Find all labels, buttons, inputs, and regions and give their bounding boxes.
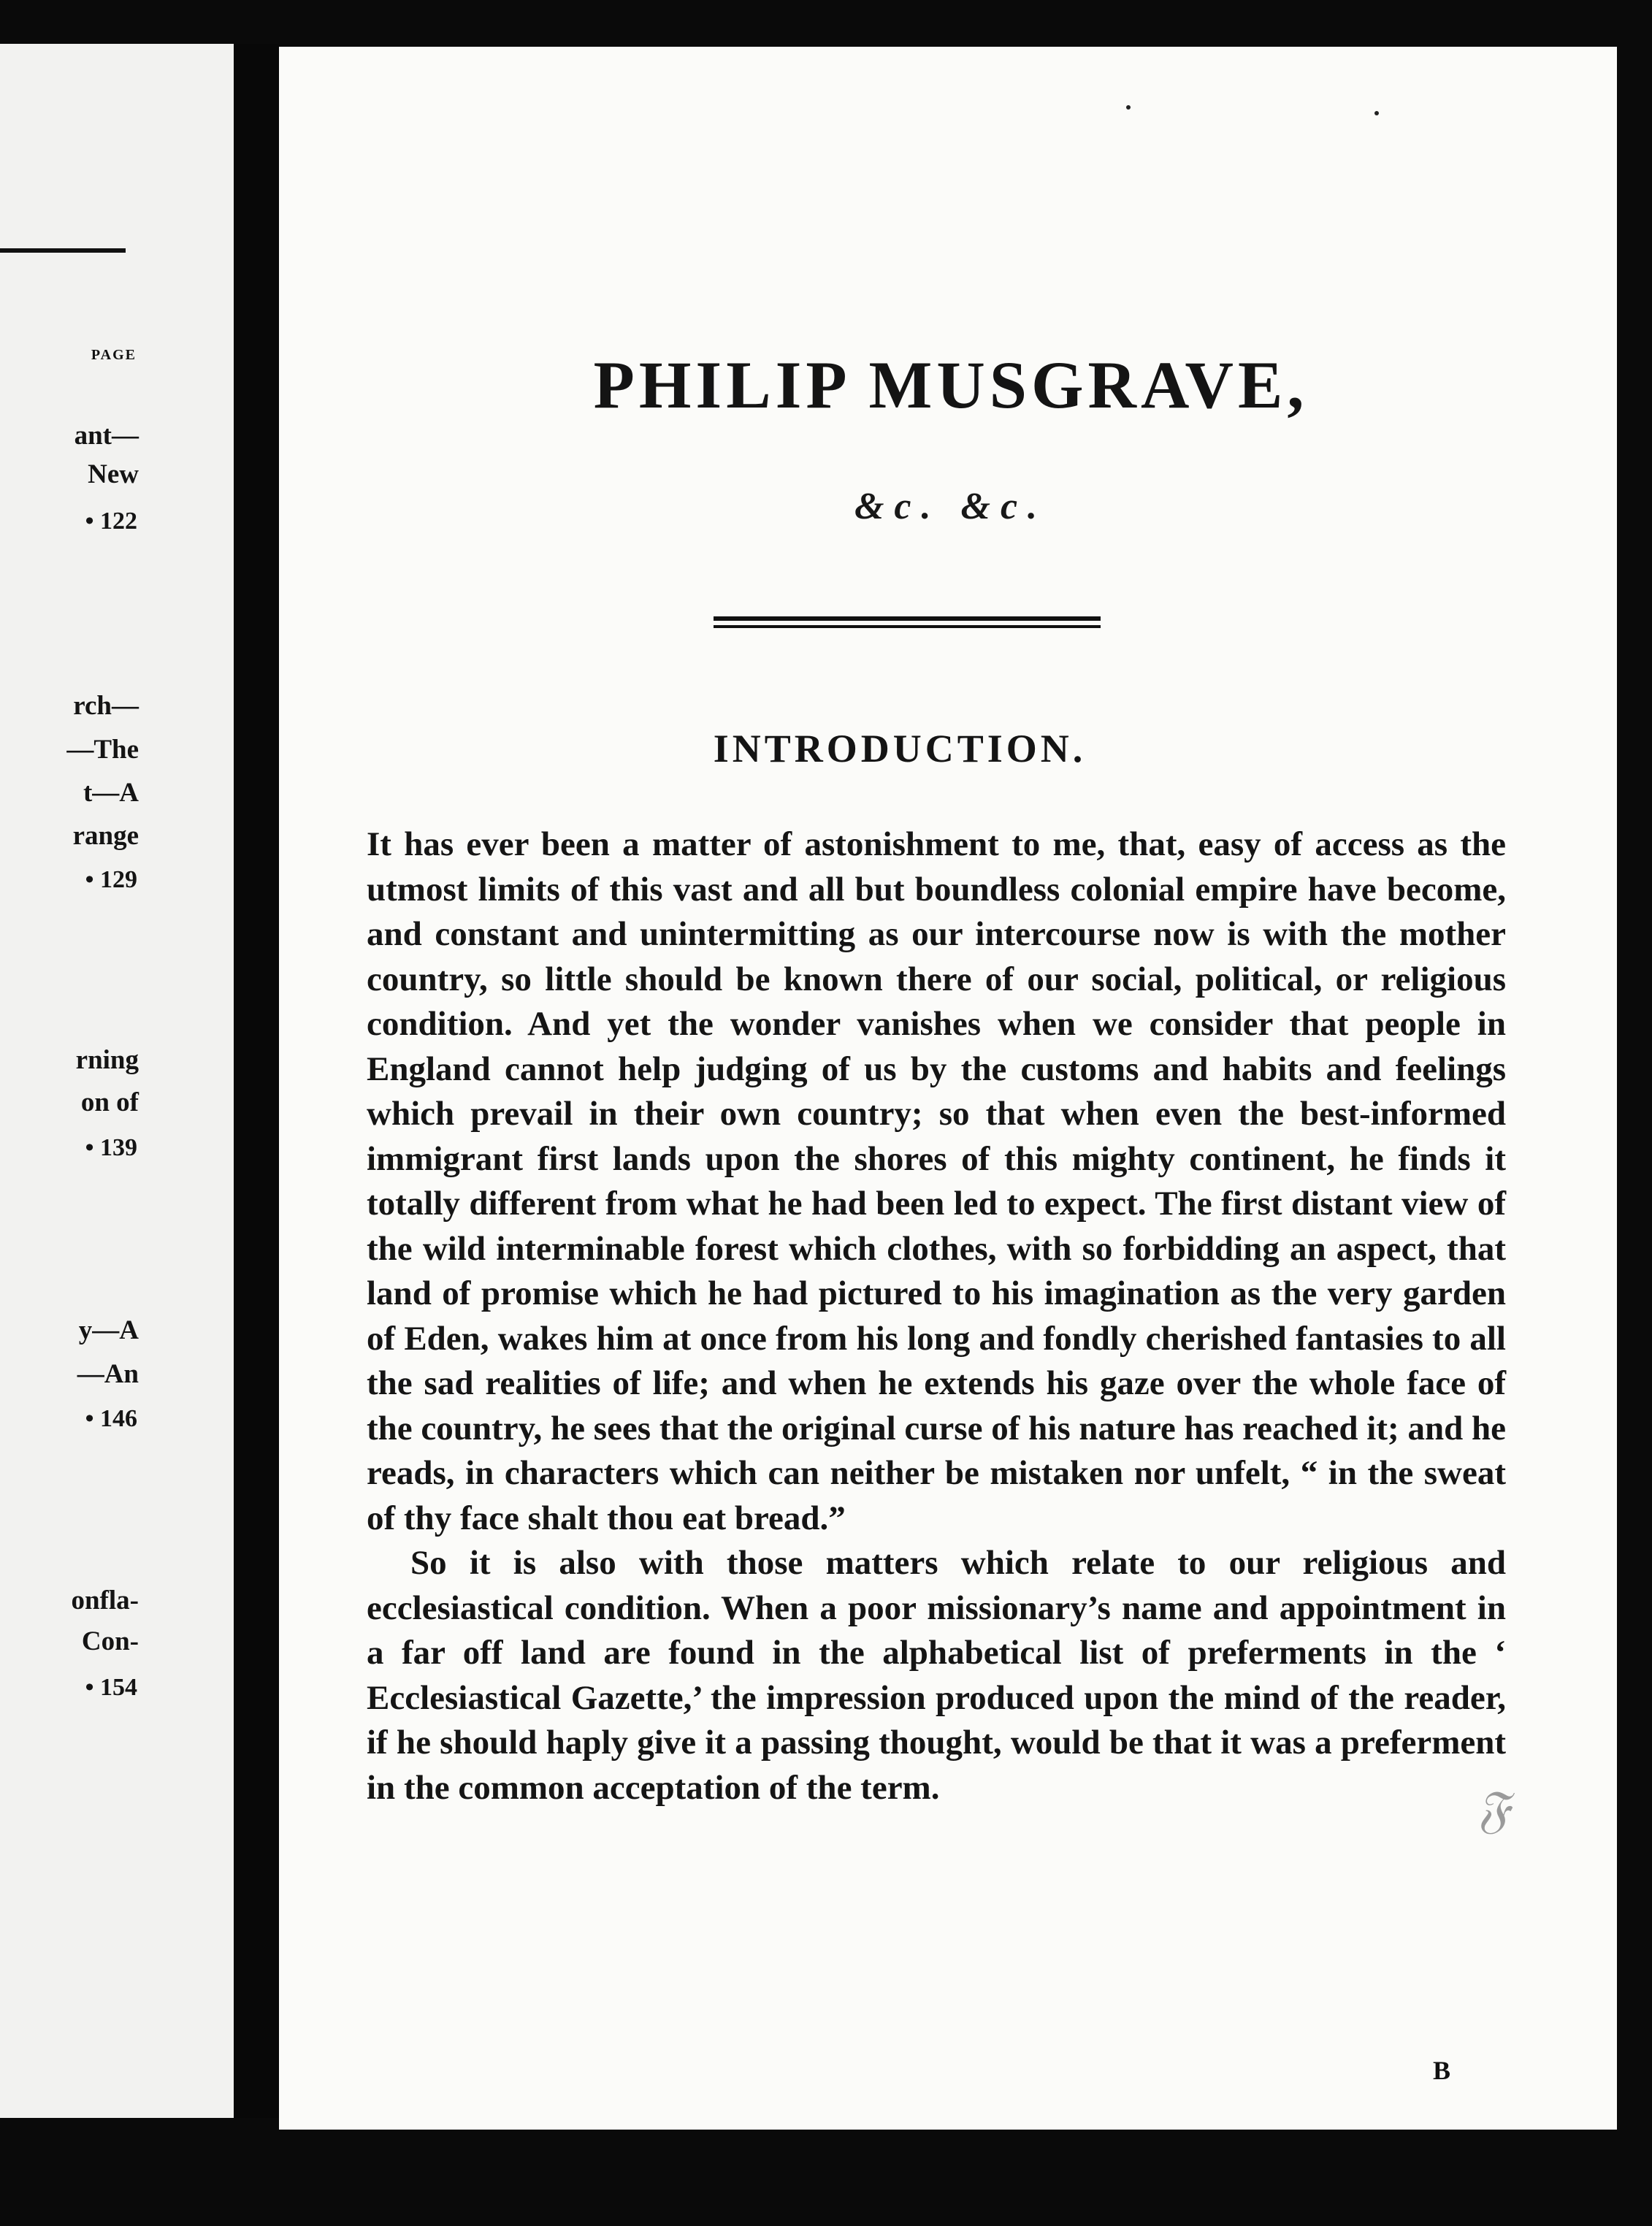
contents-fragment: —The <box>66 735 139 765</box>
page-number: • 129 <box>85 866 137 893</box>
book-subtitle: &c. &c. <box>854 486 1048 527</box>
paragraph: It has ever been a matter of astonishment to me, that, easy of access as the utmost limits of this vast and all but boundless colonial empire have become, and constant and unintermitting as our intercourse now is with the mother country, so little should be known there of our social, political, or religious condition. And yet the wonder vanishes when we consider that people in England cannot help judging of us by the customs and habits and feelings which prevail in their own country; so that when even the best-informed immigrant first lands upon the shores of this mighty continent, he finds it totally different from what he had been led to expect. The first distant view of the wild interminable forest which clothes, with so forbidding an aspect, that land of promise which he had pictured to his imagination as the very garden of Eden, wakes him at once from his long and fondly cherished fantasies to all the sad realities of life; and when he extends his gaze over the whole face of the country, he sees that the original curse of his nature has reached it; and he reads, in characters which can neither be mistaken nor unfelt, “ in the sweat of thy face shalt thou eat bread.” <box>367 825 1506 1537</box>
contents-fragment: New <box>88 459 139 489</box>
body-text <box>367 822 1506 1810</box>
contents-fragment: —An <box>77 1359 139 1389</box>
page-number: • 122 <box>85 508 137 535</box>
paragraph: So it is also with those matters which relate to our religious and ecclesiastical condition. When a poor missionary’s name and appointment in a far off land are found in the alphabetical list of preferments in the ‘ Ecclesiastical Gazette,’ the impression produced upon the mind of the reader, if he should haply give it a passing thought, would be that it was a preferment in the common acceptation of the term. <box>367 1544 1506 1807</box>
title-rule <box>714 616 1101 628</box>
print-speck <box>1374 111 1379 115</box>
previous-page-edge <box>0 44 234 2118</box>
contents-fragment: Con- <box>81 1626 139 1656</box>
page-number: • 146 <box>85 1405 137 1432</box>
contents-fragment: on of <box>80 1087 139 1117</box>
contents-fragment: onfla- <box>71 1586 139 1615</box>
divider-rule <box>0 248 126 253</box>
page-number: • 154 <box>85 1674 137 1701</box>
book-gutter <box>234 44 279 2118</box>
contents-fragment: range <box>72 821 139 851</box>
page-column-header: PAGE <box>91 347 137 363</box>
signature-mark: B <box>1433 2056 1451 2085</box>
contents-fragment: ant— <box>74 421 139 451</box>
handwritten-mark: 𝔉 <box>1477 1779 1510 1839</box>
contents-fragment: y—A <box>78 1315 139 1345</box>
book-page <box>279 47 1617 2130</box>
contents-fragment: rch— <box>73 691 139 721</box>
chapter-heading: INTRODUCTION. <box>713 727 1087 770</box>
book-title: PHILIP MUSGRAVE, <box>593 348 1309 422</box>
page-number: • 139 <box>85 1134 137 1161</box>
contents-fragment: t—A <box>83 778 139 808</box>
contents-fragment: rning <box>75 1045 139 1075</box>
print-speck <box>1126 105 1131 110</box>
